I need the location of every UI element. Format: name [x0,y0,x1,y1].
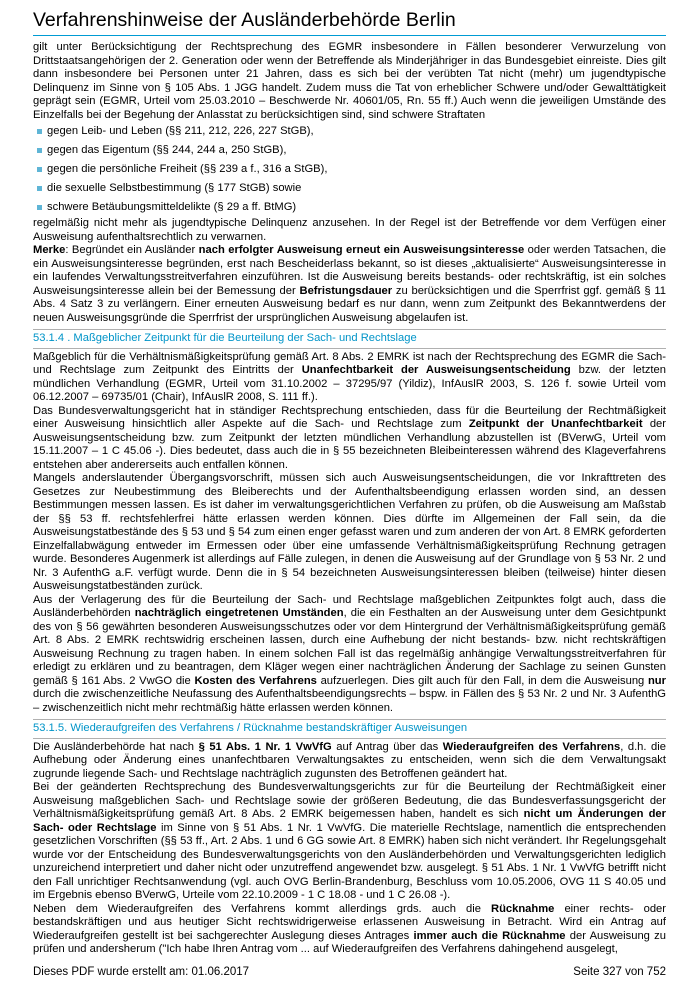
text-run: oder werden Tatsachen, die ein Ausweisungsinteresse begründen, erst nach Bescheiderlass bekannt, so ist dieses „aktualisierte“ Ausweisungsinteresse in ein laufendes Verwaltungsstreitverfahren einzuführen. Ist die Ausweisung bereits bestands- oder rechtskräftig, ist ein solches Ausweisungsinteresse allein bei der Bemessung der [33,244,666,297]
bold-run: Zeitpunkt der Unanfechtbarkeit [468,418,643,430]
section-heading: 53.1.5. Wiederaufgreifen des Verfahrens / Rücknahme bestandskräftiger Ausweisungen [33,719,666,739]
list-item-text: gegen Leib- und Leben (§§ 211, 212, 226, 227 StGB), [47,125,314,137]
text-run: : Begründet ein Ausländer [65,244,199,256]
paragraph: regelmäßig nicht mehr als jugendtypische Delinquenz anzusehen. In der Regel ist der Betreffende vor dem Verfügen einer Ausweisung aufenthaltsrechtlich zu verwarnen. [33,217,666,243]
text-run: einer rechts- oder bestandskräftigen und aus heutiger Sicht rechtswidrigerweise erlassenen Ausweisung in Betracht. Wird ein Antrag auf Wiederaufgreifen gestellt ist bei sachgerechter Auslegung dieses Antrages [33,902,666,942]
text-run: zu berücksichtigen und die Sperrfrist ggf. gemäß § 11 Abs. 4 Satz 3 zu verlängern. Einer erneuten Ausweisung bedarf es nur dann, wenn zum Zeitpunkt des Bekanntwerdens der neuen Ausweisungsgründe die Sperrfrist der ursprünglichen Ausweisung abgelaufen ist. [33,284,666,324]
text-run: , d.h. die Aufhebung oder Änderung eines unanfechtbaren Verwaltungsaktes zu entscheiden, wenn sich die dem Verwaltungsakt zugrunde liegende Sach- und Rechtslage nachträglich zugunsten des Betroffenen geändert hat. [33,740,666,780]
bold-run: Rücknahme [490,902,555,915]
paragraph: Mangels anderslautender Übergangsvorschrift, müssen sich auch Ausweisungsentscheidungen, die vor Inkrafttreten des Gesetzes zur Neubestimmung des Bleiberechts und der Aufenthaltsbeendigung erlassen worden sind, an dessen Bestimmungen messen lassen. Es ist daher im verwaltungsgerichtlichen Verfahren zu prüfen, ob die Ausweisung am Maßstab der §§ 53 ff. rechtsfehlerfrei hätte erlassen werden können. Dies dürfte im Allgemeinen der Fall sein, da die Ausweisungstatbestände des § 53 und § 54 zum einen enger gefasst waren und zum anderen der von Art. 8 EMRK geforderten Einzelfallabwägung entweder im Ermessen oder über eine umfassende Verhältnismäßigkeitsprüfung Rechnung getragen wurde. Besonderes Augenmerk ist allerdings auf Fälle zulegen, in denen die Ausweisung auf der Grundlage von § 53 Nr. 2 und Nr. 3 AufenthG a.F. verfügt wurde. Denn die in § 54 bezeichneten Ausweisungsinteressen bleiben (teilweise) hinter diesen Ausweisungstatbeständen zurück. [33,472,666,592]
list-item [33,141,666,160]
paragraph [33,781,666,903]
text-run: bzw. der letzten mündlichen Verhandlung (EGMR, Urteil vom 31.10.2002 – 37295/97 (Yildiz), InfAuslR 2003, S. 126 f. sowie Urteil vom 06.12.2007 – 69735/01 (Chair), InfAuslR 2008, S. 111 ff.). [33,364,666,403]
bold-run: § 51 Abs. 1 Nr. 1 VwVfG [198,740,332,753]
bullet-icon [37,148,42,153]
list-item-text: die sexuelle Selbstbestimmung (§ 177 StGB) sowie [47,182,302,194]
offense-list [33,122,666,217]
bold-run: nicht um Änderungen der Sach- oder Rechtslage [33,808,666,834]
document-body [33,41,666,957]
bold-run: Kosten des Verfahrens [194,674,317,687]
bullet-icon [37,205,42,210]
paragraph: gilt unter Berücksichtigung der Rechtsprechung des EGMR insbesondere in Fällen besonderer Verwurzelung von Drittstaatsangehörigen der 2. Generation oder wenn der Betreffende als Minderjähriger in das Bundesgebiet einreiste. Dies gilt dann insbesondere bei Personen unter 21 Jahren, dass es sich bei der verübten Tat nicht (mehr) um jugendtypische Delinquenz im Sinne von § 105 Abs. 1 JGG handelt. Zudem muss die Tat von erheblicher Schwere und/oder Gewalttätigkeit geprägt sein (EGMR, Urteil vom 25.03.2010 – Beschwerde Nr. 40601/05, Rn. 55 ff.) Auch wenn die jeweiligen Umstände des Einzelfalls bei der Begehung der Anlasstat zu berücksichtigen sind, sind schwere Straftaten [33,41,666,121]
list-item-text: gegen die persönliche Freiheit (§§ 239 a f., 316 a StGB), [47,163,328,175]
text-run: Neben dem Wiederaufgreifen des Verfahrens kommt allerdings grds. auch die [33,902,491,915]
bold-run: nach erfolgter Ausweisung erneut ein Ausweisungsinteresse [198,244,525,256]
list-item [33,198,666,217]
list-item [33,122,666,141]
paragraph [33,903,666,957]
paragraph [33,594,666,716]
bullet-icon [37,167,42,172]
bullet-icon [37,129,42,134]
header-divider [33,35,666,36]
list-item [33,179,666,198]
text-run: der Ausweisung zu prüfen und andersherum ("Ich habe Ihren Antrag vom ... auf Wiederaufgreifen des Verfahrens dahingehend ausgelegt, [33,929,666,955]
list-item-text: gegen das Eigentum (§§ 244, 244 a, 250 StGB), [47,144,287,156]
bold-run: immer auch die Rücknahme [413,929,566,942]
merke-paragraph [33,244,666,325]
text-run: Bei der geänderten Rechtsprechung des Bundesverwaltungsgerichts zur für die Beurteilung der Rechtmäßigkeit einer Ausweisung maßgeblichen Sach- und Rechtslage sowie der größeren Bedeutung, die das Bundesverfassungsgericht der Verhältnismäßigkeitsprüfung gemäß Art. 8 Abs. 2 EMRK beigemessen haben, handelt es sich [33,781,666,820]
footer-page-number: Seite 327 von 752 [573,966,666,978]
text-run: durch die zwischenzeitliche Neufassung des Aufenthaltsbeendigungsrechts – bspw. in Fällen des § 53 Nr. 2 und Nr. 3 AufenthG – zwischenzeitlich nicht mehr rechtmäßig hätte erlassen werden können. [33,688,666,714]
bullet-icon [37,186,42,191]
text-run: auf Antrag über das [331,740,443,753]
bold-run: nachträglich eingetretenen Umständen [134,607,344,619]
text-run: , die ein Festhalten an der Ausweisung unter dem Gesichtpunkt des von § 56 gewährten besonderen Ausweisungsschutzes oder vor dem Hintergrund der Verhältnismäßigkeitsprüfung gemäß Art. 8 Abs. 2 EMRK rechtswidrig erscheinen lassen, durch eine Aufhebung der nicht bestands- bzw. nicht rechtskräftigen Ausweisung Rechnung zu tragen haben. In einem solchen Fall ist das regelmäßig anhängige Verwaltungsstreitverfahren für erledigt zu erklären und zu beantragen, dem Kläger wegen einer nachträglichen Änderung der Sachlage zu seinen Gunsten gemäß § 161 Abs. 2 VwGO die [33,607,667,687]
bold-run: Wiederaufgreifen des Verfahrens [442,740,621,753]
section-heading: 53.1.4 . Maßgeblicher Zeitpunkt für die Beurteilung der Sach- und Rechtslage [33,329,666,349]
text-run: Die Ausländerbehörde hat nach [33,740,199,753]
list-item-text: schwere Betäubungsmitteldelikte (§ 29 a ff. BtMG) [47,201,297,213]
bold-run: nur [647,674,666,687]
paragraph [33,351,666,405]
text-run: aufzuerlegen. Dies gilt auch für den Fall, in dem die Ausweisung [316,674,648,687]
merke-label: Merke [33,244,66,256]
text-run: Maßgeblich für die Verhältnismäßigkeitsprüfung gemäß Art. 8 Abs. 2 EMRK ist nach der Rechtsprechung des EGMR die Sach- und Rechtslage zum Zeitpunkt des Eintritts der [33,350,666,376]
text-run: Das Bundesverwaltungsgericht hat in ständiger Rechtsprechung entschieden, dass für die Beurteilung der Rechtmäßigkeit einer Ausweisung hinsichtlich aller Aspekte auf die Sach- und Rechtslage zum [33,404,666,430]
text-run: im Sinne von § 51 Abs. 1 Nr. 1 VwVfG. Die materielle Rechtslage, namentlich die entsprechenden gesetzlichen Vorschriften (§§ 53 ff., Art. 2 Abs. 1 und 6 GG sowie Art. 8 EMRK) haben sich nicht verändert. Ihr Regelungsgehalt wurde vor der Entscheidung des Bundesverwaltungsgerichts von den Ausländerbehörden und Verwaltungsgerichten lediglich unzureichend interpretiert und daher nicht oder unzutreffend angewendet bzw. ausgelegt. § 51 Abs. 1 Nr. 1 VwVfG betrifft nicht den Fall unrichtiger Rechtsanwendung (vgl. auch OVG Berlin-Brandenburg, Beschluss vom 10.05.2006, OVG 11 S 40.05 und im Ergebnis ebenso BVerwG, Urteile vom 22.10.2009 - 1 C 18.08 - und 1 C 26.08 -). [33,821,666,901]
text-run: der Ausweisungsentscheidung bzw. zum Zeitpunkt der letzten mündlichen Verhandlung abzustellen ist (BVerwG, Urteil vom 15.11.2007 – 1 C 45.06 -). Dies bedeutet, dass auch die in § 55 bezeichneten Bleibeinteressen während des Klageverfahrens entstehen aber andererseits auch entfallen können. [33,418,666,471]
bold-run: Befristungsdauer [299,284,393,297]
list-item [33,160,666,179]
bold-run: Unanfechtbarkeit der Ausweisungsentscheidung [301,364,571,376]
text-run: Aus der Verlagerung des für die Beurteilung der Sach- und Rechtslage maßgeblichen Zeitpunktes folgt auch, dass die Ausländerbehörden [33,593,666,619]
footer-created-date: Dieses PDF wurde erstellt am: 01.06.2017 [33,966,250,978]
page-title: Verfahrenshinweise der Ausländerbehörde Berlin [33,9,456,31]
paragraph [33,741,666,782]
paragraph [33,405,666,473]
